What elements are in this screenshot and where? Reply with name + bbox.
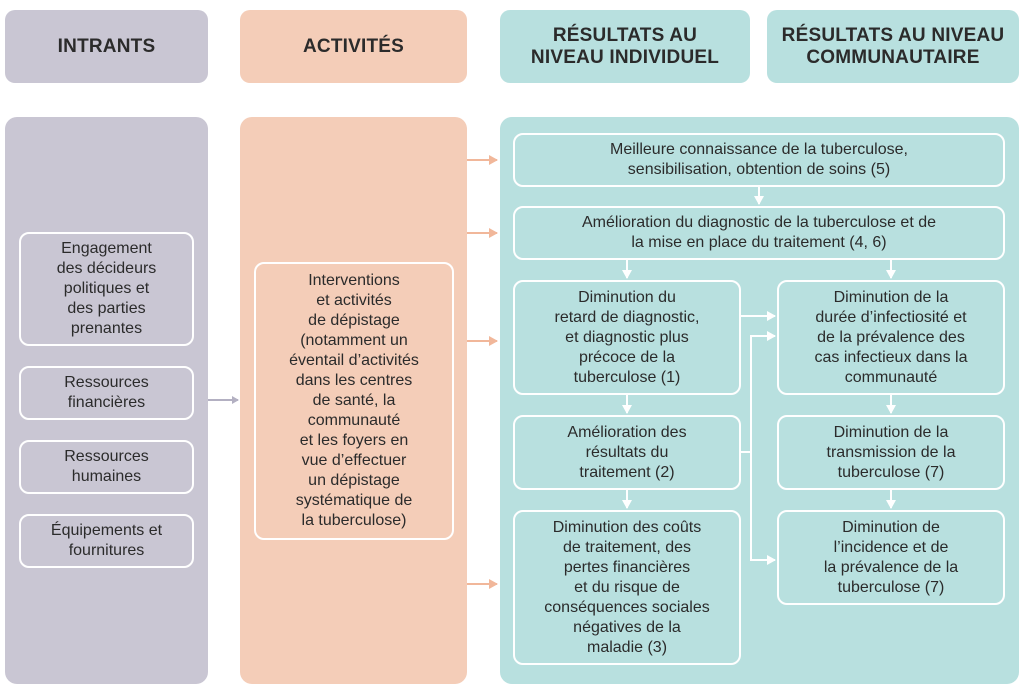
input-equipment-label: Équipements et fournitures — [50, 522, 163, 559]
input-financial-label: Ressources financières — [64, 374, 149, 411]
outcome-treatment-label: Amélioration des résultats du traitement (2) — [567, 423, 687, 481]
arrow-treatment-to-incidence — [751, 452, 775, 560]
activity-label: Interventions et activités de dépistage (notamment un éventail d’activités dans les centres de santé, la communauté et les foyers en vue d’effectuer un dépistage systématique de la tuberculose) — [289, 272, 419, 529]
outcome-delay-label: Diminution du retard de diagnostic, et diagnostic plus précoce de la tuberculose (1) — [554, 288, 700, 386]
outcome-transmission-label: Diminution de la transmission de la tuberculose (7) — [826, 423, 956, 481]
arrow-treatment-to-infectiousness — [741, 336, 775, 452]
outcome-infectiousness-label: Diminution de la durée d’infectiosité et de la prévalence des cas infectieux dans la communauté — [814, 288, 968, 386]
input-human-label: Ressources humaines — [64, 448, 149, 485]
header-activities-label: ACTIVITÉS — [302, 35, 405, 57]
outcome-diagnosis-label: Amélioration du diagnostic de la tuberculose et de la mise en place du traitement (4, 6) — [582, 214, 936, 251]
outcome-incidence-label: Diminution de l’incidence et de la prévalence de la tuberculose (7) — [823, 518, 959, 596]
outcome-awareness-label: Meilleure connaissance de la tuberculose, sensibilisation, obtention de soins (5) — [610, 141, 908, 178]
input-engagement-label: Engagement des décideurs politiques et des parties prenantes — [56, 240, 157, 337]
outcome-costs-label: Diminution des coûts de traitement, des pertes financières et du risque de conséquences sociales négatives de la maladie (3) — [544, 518, 710, 656]
header-inputs-label: INTRANTS — [57, 35, 156, 57]
header-community-label: RÉSULTATS AU NIVEAU COMMUNAUTAIRE — [781, 24, 1005, 68]
header-individual-label: RÉSULTATS AU NIVEAU INDIVIDUEL — [530, 24, 720, 68]
